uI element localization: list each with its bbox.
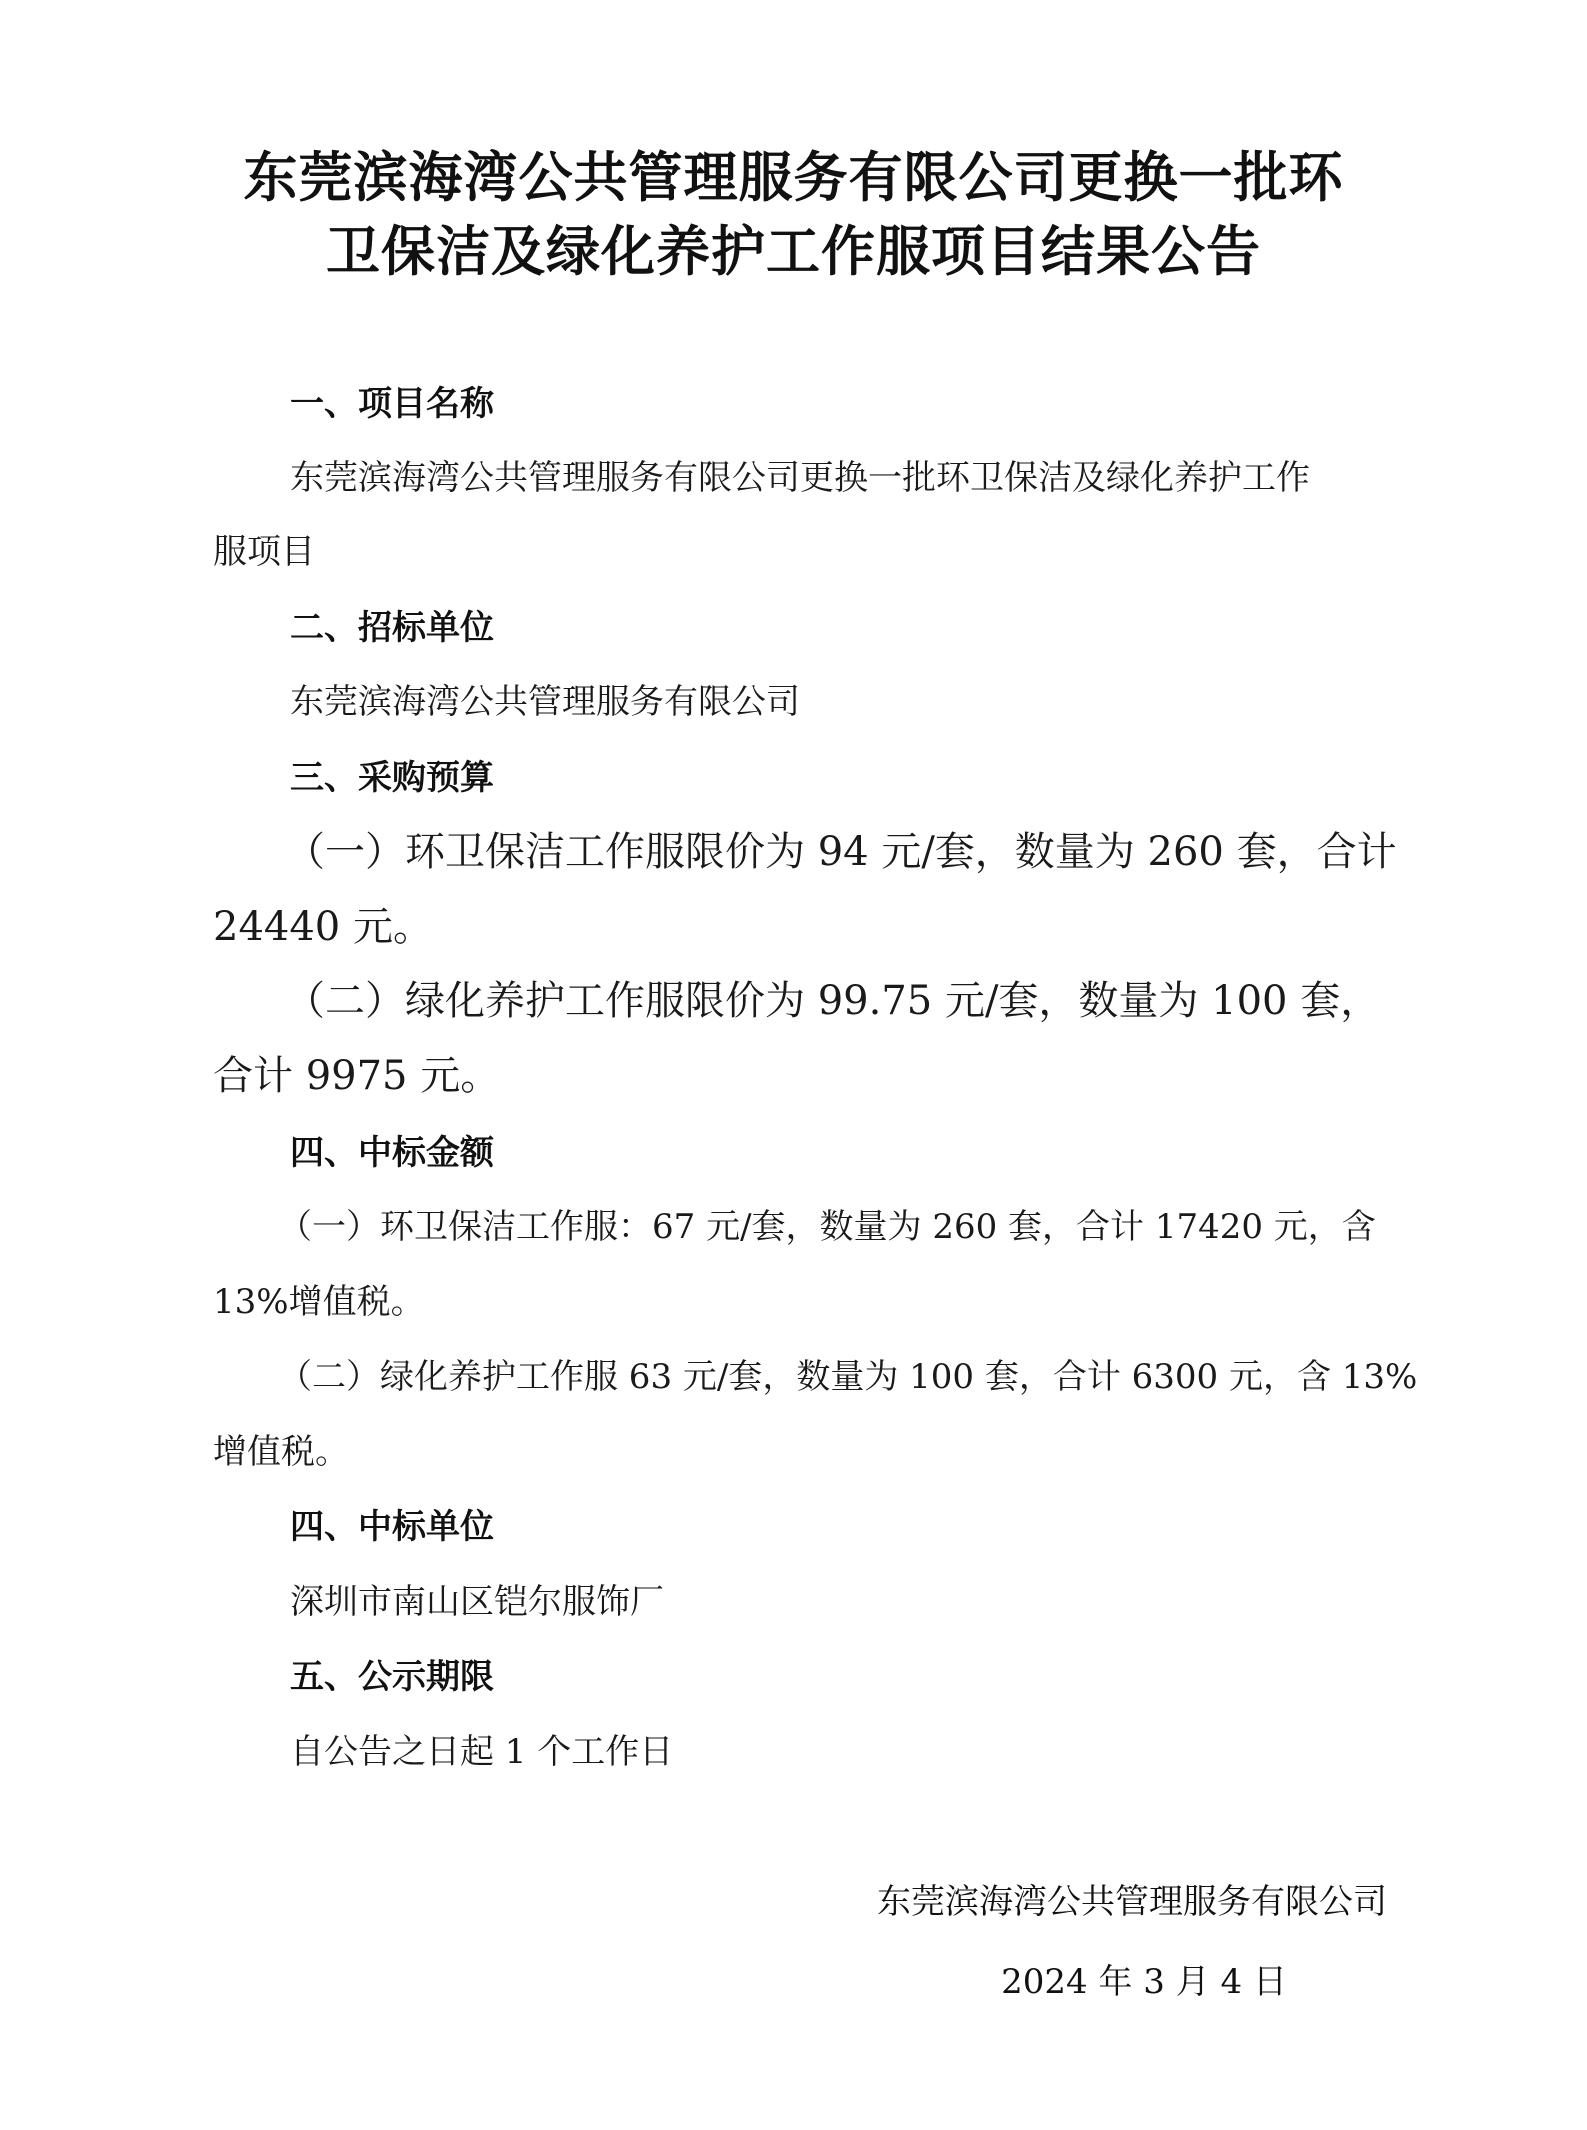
section-heading-budget: 三、采购预算 bbox=[290, 758, 494, 798]
budget-item-1-line-2: 24440 元。 bbox=[213, 904, 433, 950]
title-line-1: 东莞滨海湾公共管理服务有限公司更换一批环 bbox=[243, 145, 1344, 209]
document-title bbox=[150, 140, 1437, 288]
project-name-line-1: 东莞滨海湾公共管理服务有限公司更换一批环卫保洁及绿化养护工作 bbox=[290, 458, 1310, 498]
budget-item-2-line-1: （二）绿化养护工作服限价为 99.75 元/套，数量为 100 套， bbox=[285, 978, 1381, 1024]
signature-date: 2024 年 3 月 4 日 bbox=[1001, 1962, 1287, 2002]
winning-item-2-line-2: 增值税。 bbox=[213, 1432, 349, 1472]
budget-item-2-line-2: 合计 9975 元。 bbox=[213, 1053, 501, 1099]
section-heading-winning-unit: 四、中标单位 bbox=[290, 1507, 494, 1547]
section-heading-project-name: 一、项目名称 bbox=[290, 384, 494, 424]
publicity-period-line: 自公告之日起 1 个工作日 bbox=[290, 1732, 674, 1772]
section-heading-publicity-period: 五、公示期限 bbox=[290, 1657, 494, 1697]
tender-unit-line: 东莞滨海湾公共管理服务有限公司 bbox=[290, 682, 800, 722]
winning-item-1-line-2: 13%增值税。 bbox=[213, 1282, 425, 1322]
project-name-line-2: 服项目 bbox=[213, 532, 315, 572]
budget-item-1-line-1: （一）环卫保洁工作服限价为 94 元/套，数量为 260 套，合计 bbox=[285, 829, 1397, 875]
title-line-2: 卫保洁及绿化养护工作服项目结果公告 bbox=[326, 219, 1261, 283]
signature-organization: 东莞滨海湾公共管理服务有限公司 bbox=[877, 1882, 1387, 1922]
winning-unit-line: 深圳市南山区铠尔服饰厂 bbox=[290, 1582, 664, 1622]
section-heading-tender-unit: 二、招标单位 bbox=[290, 608, 494, 648]
winning-item-2-line-1: （二）绿化养护工作服 63 元/套，数量为 100 套，合计 6300 元，含 13% bbox=[278, 1357, 1418, 1397]
winning-item-1-line-1: （一）环卫保洁工作服：67 元/套，数量为 260 套，合计 17420 元，含 bbox=[278, 1207, 1376, 1247]
section-heading-winning-amount: 四、中标金额 bbox=[290, 1133, 494, 1173]
